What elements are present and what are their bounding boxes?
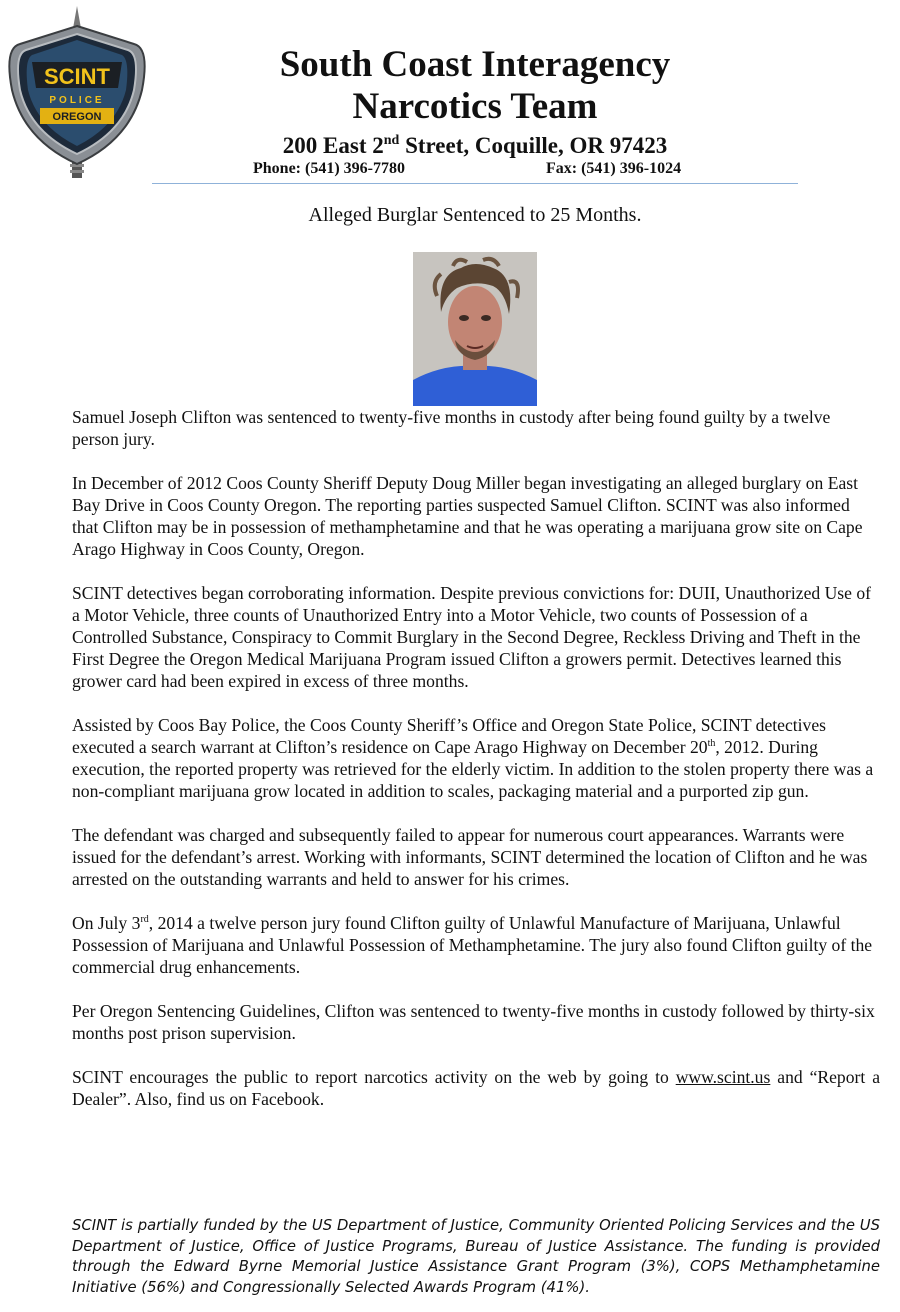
scint-website-link[interactable]: www.scint.us	[675, 1067, 771, 1087]
paragraph-investigation: In December of 2012 Coos County Sheriff Deputy Doug Miller began investigating an alleged burglary on East Bay Drive in Coos County Oregon. The reporting parties suspected Samuel Clifton. SCINT was also informed that Clifton may be in possession of methamphetamine and that he was operating a marijuana grow site on Cape Arago Highway in Coos County, Oregon.	[72, 473, 863, 559]
badge-graphic	[6, 4, 148, 182]
mugshot-image	[413, 252, 537, 406]
p6-text-a: On July 3	[72, 913, 141, 933]
paragraph-arrest: The defendant was charged and subsequently failed to appear for numerous court appearances. Warrants were issued for the defendant’s arrest. Working with informants, SCINT determined the location of Clifton and he was arrested on the outstanding warrants and held to answer for his crimes.	[72, 825, 868, 889]
paragraph-sentencing: Per Oregon Sentencing Guidelines, Clifton was sentenced to twenty-five months in custody followed by thirty-six months post prison supervision.	[72, 1001, 875, 1043]
letterhead	[150, 44, 800, 180]
address-suffix: Street, Coquille, OR 97423	[399, 133, 668, 158]
phone-number: Phone: (541) 396-7780	[253, 160, 405, 177]
funding-disclaimer: SCINT is partially funded by the US Department of Justice, Community Oriented Policing Services and the US Department of Justice, Office of Justice Programs, Bureau of Justice Assistance. The funding is provided through the Edward Byrne Memorial Justice Assistance Grant Program (3%), COPS Methamphetamine Initiative (56%) and Congressionally Selected Awards Program (41%).	[72, 1217, 880, 1296]
scint-police-badge-logo	[6, 4, 148, 182]
p4-text-b: , 2012. During execution, the reported property was retrieved for the elderly victim. In addition to the stolen property there was a non-compliant marijuana grow located in addition to scales, packaging material and a purported zip gun.	[72, 737, 874, 801]
p8-text-b: and “Report a Dealer”. Also, find us on Facebook.	[72, 1067, 881, 1109]
paragraph-prior-convictions: SCINT detectives began corroborating information. Despite previous convictions for: DUII, Unauthorized Use of a Motor Vehicle, three counts of Unauthorized Entry into a Motor Vehicle, two counts of Possession of a Controlled Substance, Conspiracy to Commit Burglary in the Second Degree, Reckless Driving and Theft in the First Degree the Oregon Medical Marijuana Program issued Clifton a growers permit. Detectives learned this grower card had been expired in excess of three months.	[72, 583, 872, 691]
logo-text-police: POLICE	[49, 95, 105, 106]
mugshot-photo	[413, 252, 537, 406]
press-release-headline: Alleged Burglar Sentenced to 25 Months.	[308, 204, 642, 226]
org-name-line2: Narcotics Team	[352, 86, 598, 127]
fax-number: Fax: (541) 396-1024	[546, 160, 682, 177]
contact-line	[150, 160, 800, 180]
paragraph-sentence-summary: Samuel Joseph Clifton was sentenced to twenty-five months in custody after being found guilty by a twelve person jury.	[72, 407, 831, 449]
logo-text-oregon: OREGON	[52, 111, 102, 123]
p4-ordinal: th	[707, 738, 716, 749]
org-name-line1: South Coast Interagency	[279, 44, 671, 85]
p4-text-a: Assisted by Coos Bay Police, the Coos County Sheriff’s Office and Oregon State Police, SCINT detectives executed a search warrant at Clifton’s residence on Cape Arago Highway on December 20	[72, 715, 826, 757]
p6-ordinal: rd	[140, 914, 149, 925]
paragraph-search-warrant	[72, 714, 880, 802]
article-body	[72, 406, 880, 1132]
address-ordinal: nd	[383, 133, 400, 148]
p8-text-a: SCINT encourages the public to report narcotics activity on the web by going to	[72, 1067, 676, 1087]
paragraph-public-appeal	[72, 1066, 880, 1110]
org-address	[150, 132, 800, 160]
header-divider	[152, 183, 798, 184]
paragraph-verdict	[72, 912, 880, 978]
logo-text-scint: SCINT	[44, 64, 110, 89]
p6-text-b: , 2014 a twelve person jury found Clifton guilty of Unlawful Manufacture of Marijuana, Unlawful Possession of Marijuana and Unlawful Possession of Methamphetamine. The jury also found Clifton guilty of the commercial drug enhancements.	[72, 913, 873, 977]
address-prefix: 200 East 2	[282, 133, 384, 158]
